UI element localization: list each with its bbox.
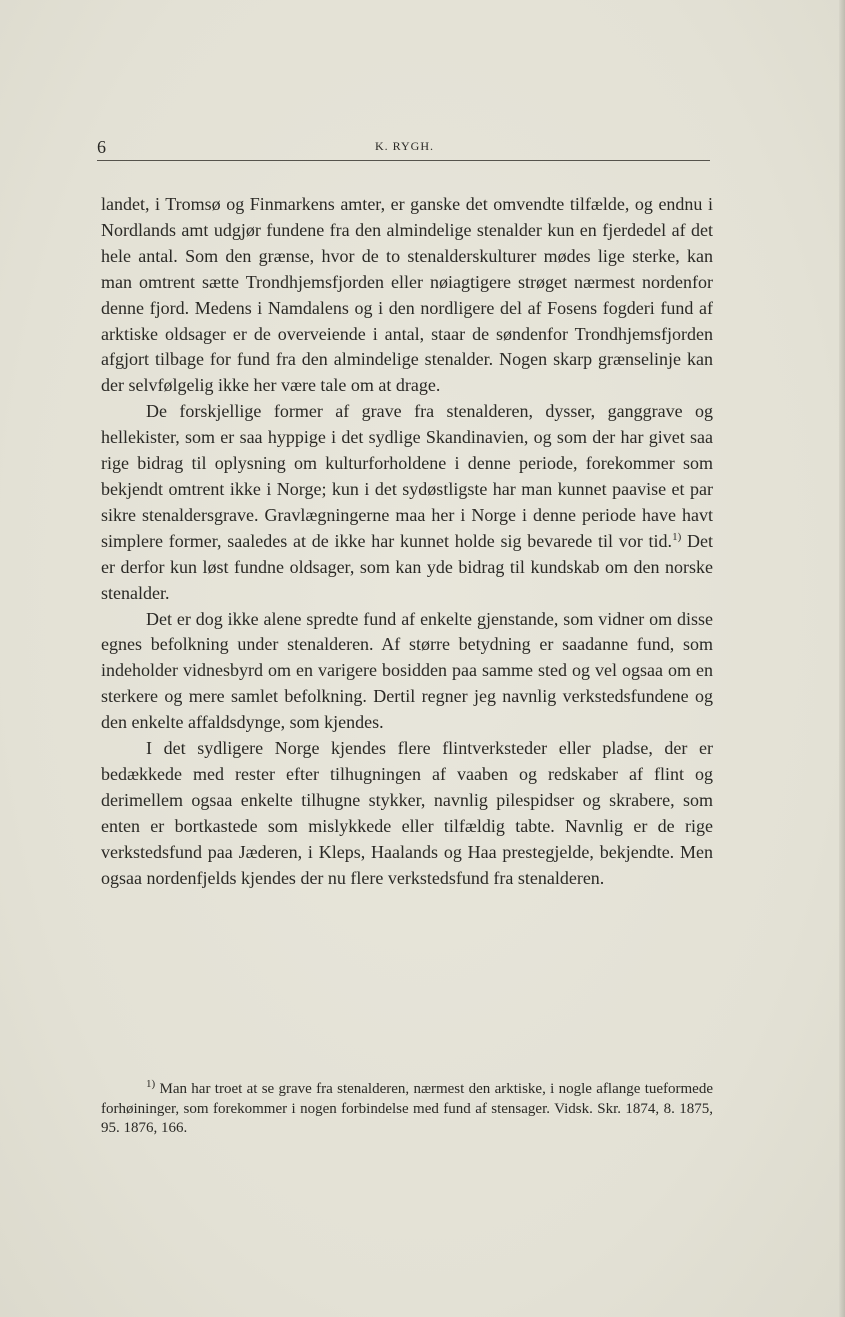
footnote-text: Man har troet at se grave fra stenalderen, nærmest den arktiske, i nogle aflange tueformede forhøininger, som forekommer i nogen forbindelse med fund af stensager. Vidsk. Skr. 1874, 8. 1875, 95. 1876, 166. [101, 1081, 713, 1136]
footnote-reference: 1) [672, 530, 682, 543]
paragraph-2-continuation: Det er derfor kun løst fundne oldsager, som kan yde bidrag til kundskab om den norske stenalder. [101, 530, 714, 603]
page-edge-shadow [839, 0, 845, 1317]
body-text [101, 192, 713, 891]
footnote [101, 1080, 713, 1139]
running-head: K. RYGH. [375, 139, 435, 153]
footnote-paragraph [101, 1080, 713, 1139]
footnote-marker: 1) [146, 1078, 156, 1090]
paragraph-2-text: De forskjellige former af grave fra stenalderen, dysser, ganggrave og hellekister, som er saa hyppige i det sydlige Skandinavien, og som der har givet saa rige bidrag til oplysning om kulturforholdene i denne periode, forekommer som bekjendt omtrent ikke i Norge; kun i det sydøstligste har man kunnet paavise et par sikre stenaldersgrave. Gravlægningerne maa her i Norge i denne periode have havt simplere former, saaledes at de ikke har kunnet holde sig bevarede til vor tid. [101, 401, 713, 551]
paragraph-1: landet, i Tromsø og Finmarkens amter, er ganske det omvendte tilfælde, og endnu i Nordlands amt udgjør fundene fra den almindelige stenalder kun en fjerdedel af det hele antal. Som den grænse, hvor de to stenalderskulturer mødes lige sterke, kan man omtrent sætte Trondhjemsfjorden eller nøiagtigere strøget nærmest nordenfor denne fjord. Medens i Namdalens og i den nordligere del af Fosens fogderi fund af arktiske oldsager er de overveiende i antal, staar de søndenfor Trondhjemsfjorden afgjort tilbage for fund fra den almindelige stenalder. Nogen skarp grænselinje kan der selvfølgelig ikke her være tale om at drage. [101, 194, 713, 396]
paragraph-3: Det er dog ikke alene spredte fund af enkelte gjenstande, som vidner om disse egnes befolkning under stenalderen. Af større betydning er saadanne fund, som indeholder vidnesbyrd om en varigere bosidden paa samme sted og vel ogsaa om en sterkere og mere samlet befolkning. Dertil regner jeg navnlig verkstedsfundene og den enkelte affaldsdynge, som kjendes. [101, 608, 713, 733]
page-number: 6 [97, 137, 106, 157]
paragraph-4: I det sydligere Norge kjendes flere flintverksteder eller pladse, der er bedækkede med rester efter tilhugningen af vaaben og redskaber af flint og derimellem ogsaa enkelte tilhugne stykker, navnlig pilespidser og skrabere, som enten er bortkastede som mislykkede eller tilfældig tabte. Navnlig er de rige verkstedsfund paa Jæderen, i Kleps, Haalands og Haa prestegjelde, bekjendte. Men ogsaa nordenfjelds kjendes der nu flere verkstedsfund fra stenalderen. [101, 738, 713, 888]
paragraph-2 [101, 399, 713, 606]
page-header [97, 134, 710, 161]
